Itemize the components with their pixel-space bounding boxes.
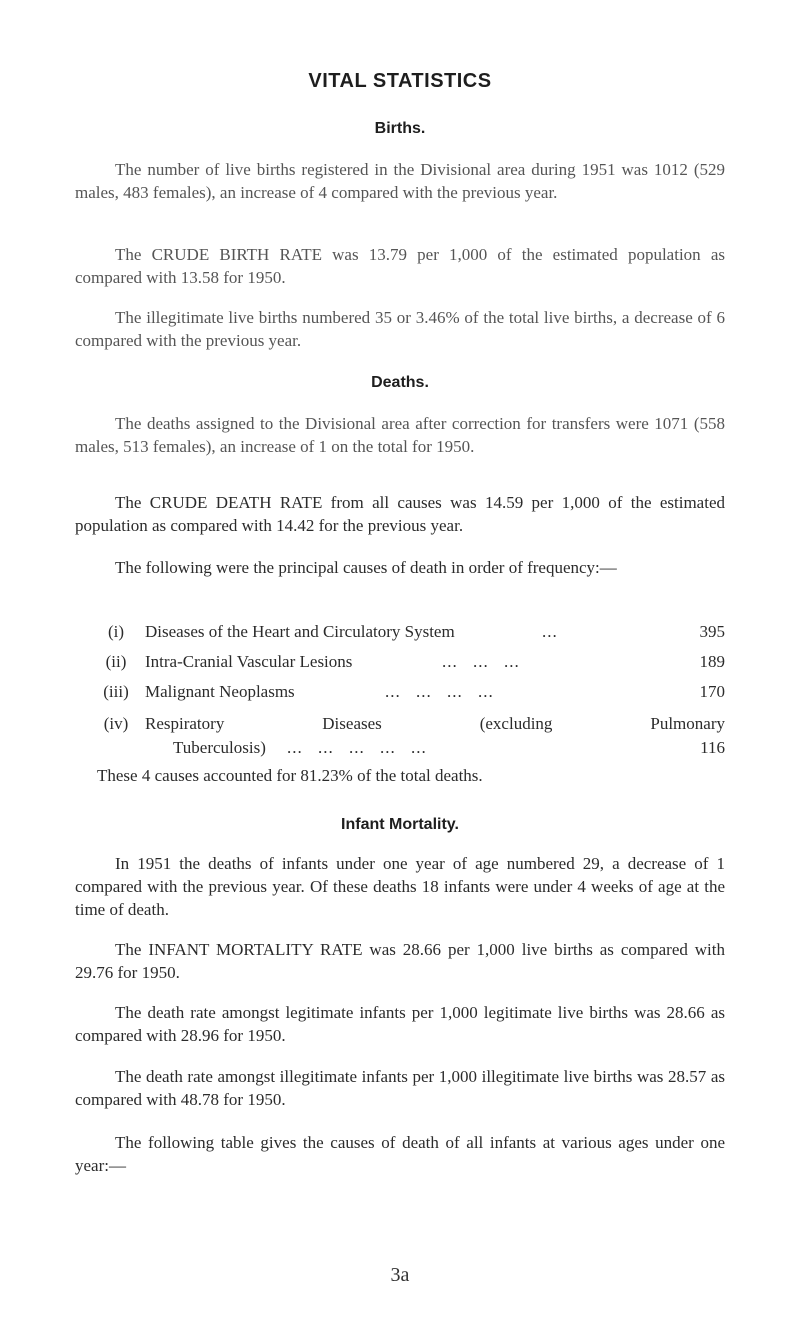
cause-label-word: (excluding: [479, 714, 553, 733]
cause-label-word: Pulmonary: [650, 714, 725, 733]
cause-value: 395: [699, 622, 725, 641]
cause-row: [97, 650, 725, 674]
cause-label: Malignant Neoplasms: [145, 682, 295, 701]
cause-value: 170: [699, 682, 725, 701]
cause-label-word: Respiratory: [145, 714, 225, 733]
cause-row: [97, 680, 725, 704]
infant-paragraph-1: In 1951 the deaths of infants under one year of age numbered 29, a decrease of 1 compared with the previous year. Of these deaths 18 infants were under 4 weeks of age at the time of death.: [75, 854, 725, 919]
infant-paragraph-3: The death rate amongst legitimate infants per 1,000 legitimate live births was 28.66 as compared with 28.96 for 1950.: [75, 1003, 725, 1045]
cause-row: [97, 620, 725, 644]
cause-number: (i): [107, 622, 125, 641]
page-number: 3a: [390, 1264, 410, 1286]
cause-number: (iv): [103, 714, 129, 733]
cause-label: Tuberculosis): [173, 738, 266, 757]
cause-number: (ii): [105, 652, 127, 671]
infant-paragraph-4: The death rate amongst illegitimate infants per 1,000 illegitimate live births was 28.57 as compared with 48.78 for 1950.: [75, 1067, 725, 1109]
leader-dots: ...: [542, 622, 558, 641]
cause-label-line-1: [145, 712, 725, 736]
cause-value: 116: [700, 738, 725, 757]
deaths-summary: These 4 causes accounted for 81.23% of the total deaths.: [97, 766, 483, 785]
leader-dots: ... ... ... ... ...: [287, 738, 427, 757]
deaths-paragraph-2: The CRUDE DEATH RATE from all causes was 14.59 per 1,000 of the estimated population as compared with 14.42 for the previous year.: [75, 493, 725, 535]
cause-label: Diseases of the Heart and Circulatory System: [145, 622, 455, 641]
cause-row-continuation: [97, 736, 725, 760]
deaths-paragraph-3: The following were the principal causes of death in order of frequency:—: [115, 558, 617, 577]
cause-label: Intra-Cranial Vascular Lesions: [145, 652, 353, 671]
deaths-heading: Deaths.: [371, 374, 429, 391]
births-paragraph-2: The CRUDE BIRTH RATE was 13.79 per 1,000 of the estimated population as compared with 13.58 for 1950.: [75, 245, 725, 287]
births-paragraph-1: The number of live births registered in the Divisional area during 1951 was 1012 (529 males, 483 females), an increase of 4 compared with the previous year.: [75, 160, 725, 202]
cause-label-word: Diseases: [322, 714, 382, 733]
cause-value: 189: [699, 652, 725, 671]
infant-paragraph-2: The INFANT MORTALITY RATE was 28.66 per 1,000 live births as compared with 29.76 for 1950.: [75, 940, 725, 982]
births-heading: Births.: [374, 120, 426, 137]
deaths-paragraph-1: The deaths assigned to the Divisional area after correction for transfers were 1071 (558 males, 513 females), an increase of 1 on the total for 1950.: [75, 414, 725, 456]
leader-dots: ... ... ... ...: [385, 682, 494, 701]
leader-dots: ... ... ...: [442, 652, 520, 671]
cause-number: (iii): [103, 682, 129, 701]
infant-mortality-heading: Infant Mortality.: [341, 816, 459, 833]
cause-row: [97, 712, 725, 736]
births-paragraph-3: The illegitimate live births numbered 35 or 3.46% of the total live births, a decrease of 6 compared with the previous year.: [75, 308, 725, 350]
infant-paragraph-5: The following table gives the causes of death of all infants at various ages under one year:—: [75, 1133, 725, 1175]
page-title: VITAL STATISTICS: [308, 70, 492, 92]
